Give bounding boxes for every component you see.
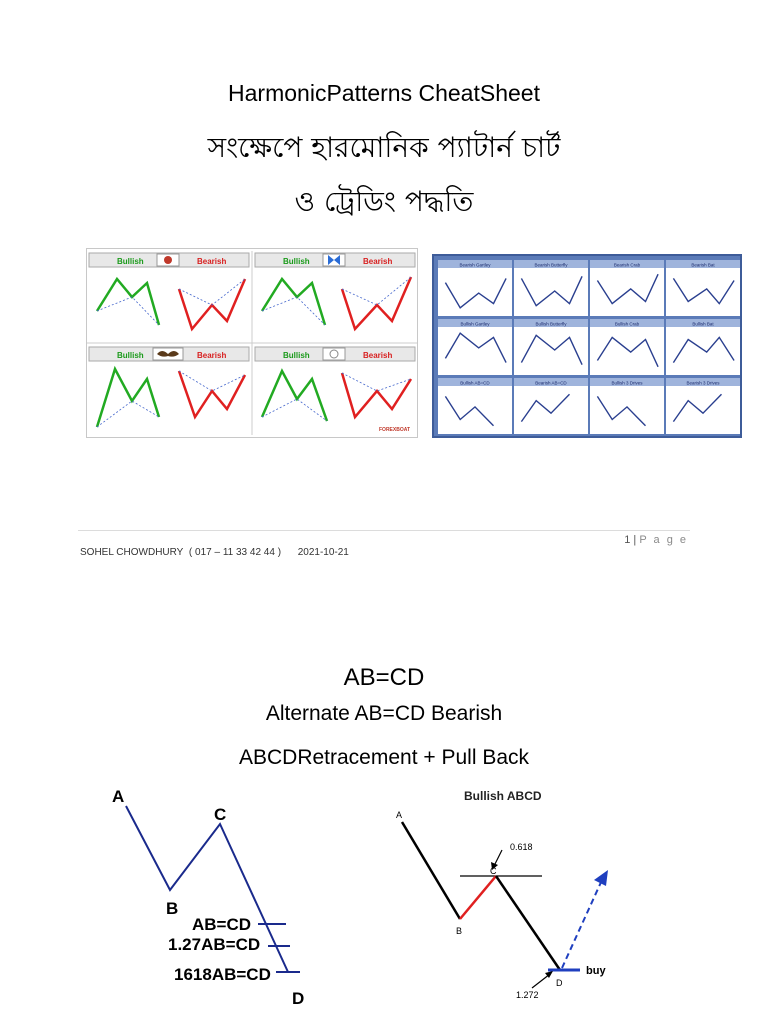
- bullish-label: Bullish: [117, 257, 144, 266]
- section-heading: AB=CD: [343, 664, 425, 691]
- pattern-cell-title: Bearish 3 Drives: [686, 380, 720, 386]
- page-word: P a g e: [639, 534, 688, 546]
- pattern-cell: [666, 319, 740, 375]
- buy-label: buy: [586, 965, 606, 977]
- pattern-cell-title: Bullish 3 Drives: [611, 380, 643, 386]
- pattern-cell-title: Bearish Crab: [613, 262, 641, 268]
- crab-icon: [164, 256, 172, 264]
- pattern-cell: [438, 260, 512, 316]
- harmonic-patterns-table-drawing: [434, 256, 740, 436]
- document-title: HarmonicPatterns CheatSheet: [228, 80, 540, 106]
- point-d-label: D: [556, 978, 563, 988]
- page-number-separator: |: [630, 534, 640, 546]
- page-number-value: 1: [624, 534, 631, 546]
- footer-divider: [78, 530, 690, 531]
- pattern-cell: [666, 260, 740, 316]
- point-b-label: B: [456, 926, 463, 936]
- pattern-cell: [514, 260, 588, 316]
- pattern-cell-title: Bullish Crab: [614, 321, 640, 327]
- point-c-label: C: [490, 866, 497, 876]
- harmonic-patterns-table-image: [432, 254, 742, 438]
- pattern-cell: [514, 319, 588, 375]
- bearish-label: Bearish: [197, 257, 227, 266]
- bengali-title-line-1: সংক্ষেপে হারমোনিক প্যাটার্ন চার্ট: [207, 131, 561, 164]
- harmonic-patterns-grid-drawing: [87, 249, 417, 437]
- point-c-label: C: [214, 805, 227, 824]
- pattern-cell: [666, 378, 740, 434]
- bearish-label: Bearish: [197, 351, 227, 360]
- harmonic-patterns-grid-image: [86, 248, 418, 438]
- pattern-cell: [438, 378, 512, 434]
- brand-logo: FOREXBOAT: [379, 427, 411, 433]
- pattern-cell: [590, 378, 664, 434]
- point-a-label: A: [112, 787, 125, 806]
- footer-date: 2021-10-21: [297, 547, 349, 558]
- point-a-label: A: [396, 810, 403, 820]
- bullish-label: Bullish: [283, 351, 310, 360]
- bengali-title-line-2: ও ট্রেডিং পদ্ধতি: [294, 185, 474, 218]
- pattern-cell-title: Bullish Butterfly: [535, 321, 567, 327]
- pattern-cell-title: Bullish Gartley: [460, 321, 490, 327]
- bullish-abcd-title: Bullish ABCD: [464, 789, 542, 803]
- section-subheading-2: ABCDRetracement + Pull Back: [238, 746, 530, 769]
- pattern-cell-title: Bearish Gartley: [459, 262, 491, 268]
- footer-author: SOHEL CHOWDHURY: [80, 547, 184, 558]
- bullish-label: Bullish: [117, 351, 144, 360]
- point-d-label: D: [292, 989, 305, 1008]
- level-ab-cd: AB=CD: [192, 915, 252, 934]
- pattern-cell-title: Bearish Bat: [691, 262, 715, 268]
- pattern-cell: [590, 319, 664, 375]
- point-b-label: B: [166, 899, 179, 918]
- pattern-cell-title: Bearish AB=CD: [535, 380, 567, 386]
- bearish-label: Bearish: [363, 257, 393, 266]
- section-subheading-1: Alternate AB=CD Bearish: [265, 702, 503, 725]
- footer-author-line: [80, 547, 349, 558]
- bearish-label: Bearish: [363, 351, 393, 360]
- footer-phone: ( 017 – 11 33 42 44 ): [188, 547, 282, 558]
- ratio-0-618-label: 0.618: [510, 842, 533, 852]
- ratio-1-272-label: 1.272: [516, 990, 539, 1000]
- level-1-27-ab-cd: 1.27AB=CD: [168, 935, 261, 954]
- abcd-extension-diagram: [100, 782, 340, 1022]
- page-number: [624, 534, 688, 546]
- pattern-cell-title: Bearish Butterfly: [534, 262, 568, 268]
- pattern-cell: [514, 378, 588, 434]
- pattern-cell-title: Bullish AB=CD: [460, 380, 490, 386]
- pattern-cell-title: Bullish Bat: [692, 321, 714, 327]
- bullish-label: Bullish: [283, 257, 310, 266]
- bullish-abcd-diagram: [390, 782, 630, 1004]
- pattern-cell: [438, 319, 512, 375]
- pattern-cell: [590, 260, 664, 316]
- level-1618-ab-cd: 1618AB=CD: [174, 965, 271, 984]
